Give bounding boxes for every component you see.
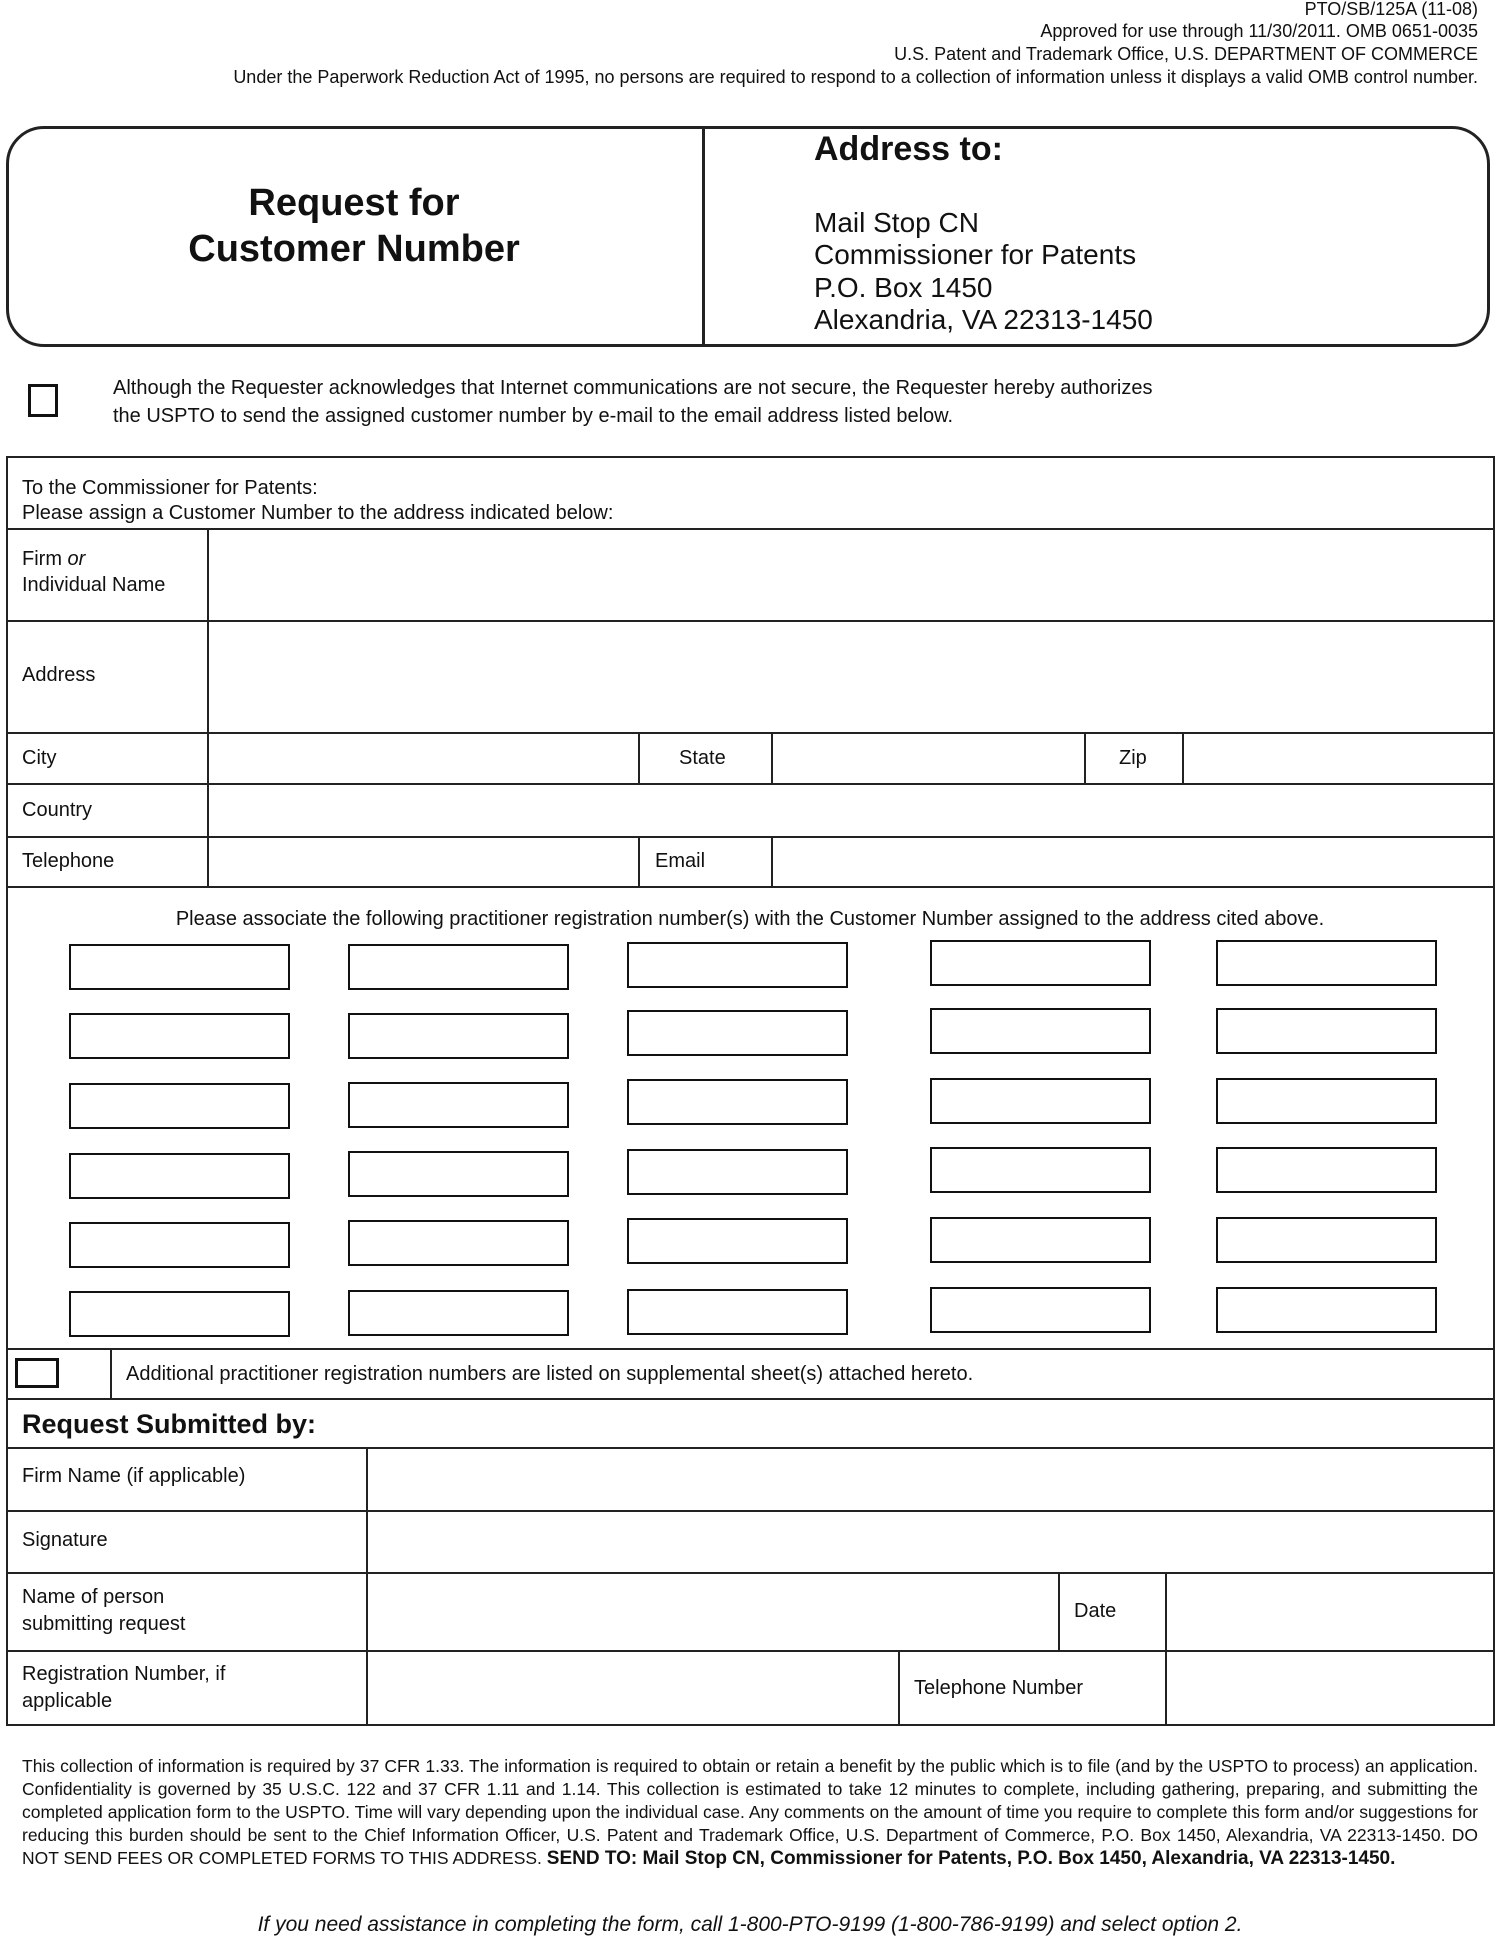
divider: [6, 836, 1495, 838]
submitted-by-heading: Request Submitted by:: [22, 1409, 317, 1439]
registration-number-box[interactable]: [627, 1149, 848, 1195]
registration-number-label: Registration Number, if: [22, 1663, 226, 1685]
title-divider: [702, 126, 705, 347]
email-label: Email: [655, 850, 706, 872]
registration-number-box[interactable]: [930, 1147, 1151, 1193]
registration-number-label-2: applicable: [22, 1690, 113, 1712]
form-title: [6, 180, 702, 272]
divider: [6, 783, 1495, 785]
divider: [638, 836, 640, 886]
divider: [6, 886, 1495, 888]
registration-number-box[interactable]: [69, 1222, 290, 1268]
registration-number-box[interactable]: [930, 940, 1151, 986]
divider: [6, 1650, 1495, 1652]
burden-notice-text: This collection of information is required by 37 CFR 1.33. The information is required to obtain or retain a benefit by the public which is to file (and by the USPTO to process) an application. Confidentiality is governed by 35 U.S.C. 122 and 37 CFR 1.11 and 1.14. This collection is estimated to take 12 minutes to complete, including gathering, preparing, and submitting the completed application form to the USPTO. Time will vary depending upon the individual case. Any comments on the amount of time you require to complete this form and/or suggestions for reducing this burden should be sent to the Chief Information Officer, U.S. Patent and Trademark Office, U.S. Department of Commerce, P.O. Box 1450, Alexandria, VA 22313-1450. DO NOT SEND FEES OR COMPLETED FORMS TO THIS ADDRESS.: [22, 1756, 1478, 1868]
date-input[interactable]: [1169, 1575, 1491, 1649]
country-label: Country: [22, 799, 93, 821]
form-title-line-2: Customer Number: [188, 228, 520, 270]
divider: [6, 620, 1495, 622]
registration-number-box[interactable]: [1216, 940, 1437, 986]
registration-number-box[interactable]: [348, 1220, 569, 1266]
person-name-input[interactable]: [370, 1575, 1056, 1649]
practitioner-instruction: Please associate the following practitioner registration number(s) with the Customer Number assigned to the address cited above.: [175, 908, 1325, 930]
firm-name-label: Firm or: [22, 548, 86, 570]
person-name-label: Name of person: [22, 1586, 165, 1608]
telephone-number-label: Telephone Number: [914, 1677, 1083, 1699]
firm-name-applicable-label: Firm Name (if applicable): [22, 1465, 246, 1487]
omb-approval: Approved for use through 11/30/2011. OMB 0651-0035: [1040, 21, 1478, 41]
telephone-input[interactable]: [211, 839, 636, 885]
registration-number-box[interactable]: [930, 1078, 1151, 1124]
registration-number-box[interactable]: [348, 1151, 569, 1197]
divider: [1182, 732, 1184, 783]
divider: [1165, 1572, 1167, 1726]
assistance-line: If you need assistance in completing the form, call 1-800-PTO-9199 (1-800-786-9199) and select option 2.: [257, 1913, 1243, 1936]
signature-input[interactable]: [370, 1513, 1491, 1571]
commissioner-line: To the Commissioner for Patents:: [22, 477, 318, 499]
paperwork-notice: Under the Paperwork Reduction Act of 1995, no persons are required to respond to a collection of information unless it displays a valid OMB control number.: [233, 67, 1478, 87]
person-name-label-2: submitting request: [22, 1613, 186, 1635]
registration-number-box[interactable]: [627, 1218, 848, 1264]
registration-number-box[interactable]: [348, 944, 569, 990]
registration-number-box[interactable]: [1216, 1217, 1437, 1263]
individual-name-label: Individual Name: [22, 574, 166, 596]
email-input[interactable]: [775, 839, 1491, 885]
registration-number-box[interactable]: [930, 1008, 1151, 1054]
registration-number-input[interactable]: [370, 1653, 896, 1725]
zip-label: Zip: [1119, 747, 1147, 769]
agency-line: U.S. Patent and Trademark Office, U.S. DEPARTMENT OF COMMERCE: [894, 44, 1478, 64]
divider: [207, 528, 209, 886]
registration-number-box[interactable]: [348, 1013, 569, 1059]
divider: [1058, 1572, 1060, 1650]
registration-number-box[interactable]: [627, 942, 848, 988]
registration-number-box[interactable]: [69, 1083, 290, 1129]
registration-number-box[interactable]: [930, 1217, 1151, 1263]
divider: [1084, 732, 1086, 783]
registration-number-box[interactable]: [69, 1291, 290, 1337]
city-input[interactable]: [211, 735, 636, 782]
registration-number-box[interactable]: [1216, 1078, 1437, 1124]
burden-notice: [22, 1755, 1478, 1870]
registration-number-box[interactable]: [1216, 1147, 1437, 1193]
email-authorization-text-1: Although the Requester acknowledges that Internet communications are not secure, the Requester hereby authorizes: [113, 377, 1153, 399]
registration-number-box[interactable]: [69, 1013, 290, 1059]
supplemental-sheets-checkbox[interactable]: [15, 1358, 59, 1388]
submitter-firm-input[interactable]: [370, 1450, 1491, 1509]
registration-number-box[interactable]: [348, 1082, 569, 1128]
city-label: City: [22, 747, 57, 769]
registration-number-box[interactable]: [69, 1153, 290, 1199]
divider: [110, 1348, 112, 1398]
divider: [6, 1447, 1495, 1449]
send-to-line: SEND TO: Mail Stop CN, Commissioner for Patents, P.O. Box 1450, Alexandria, VA 22313-1450.: [546, 1848, 1396, 1869]
country-input[interactable]: [211, 786, 1491, 835]
form-id: PTO/SB/125A (11-08): [1304, 0, 1478, 19]
divider: [638, 732, 640, 783]
divider: [6, 1510, 1495, 1512]
registration-number-box[interactable]: [1216, 1287, 1437, 1333]
address-label: Address: [22, 664, 96, 686]
address-line: Commissioner for Patents: [814, 239, 1137, 270]
address-line: P.O. Box 1450: [814, 272, 993, 303]
firm-name-input[interactable]: [211, 531, 1491, 619]
divider: [6, 1398, 1495, 1400]
divider: [6, 732, 1495, 734]
address-input[interactable]: [211, 623, 1491, 731]
state-input[interactable]: [775, 735, 1082, 782]
telephone-number-input[interactable]: [1169, 1653, 1491, 1725]
form-title-line-1: Request for: [248, 182, 460, 224]
divider: [366, 1447, 368, 1726]
registration-number-box[interactable]: [627, 1079, 848, 1125]
divider: [6, 1348, 1495, 1350]
registration-number-box[interactable]: [627, 1289, 848, 1335]
email-authorization-checkbox[interactable]: [28, 384, 58, 417]
address-line: Alexandria, VA 22313-1450: [814, 304, 1153, 335]
divider: [898, 1650, 900, 1726]
registration-number-box[interactable]: [1216, 1008, 1437, 1054]
zip-input[interactable]: [1186, 735, 1491, 782]
divider: [771, 836, 773, 886]
address-to-label: Address to:: [814, 130, 1003, 168]
supplemental-sheets-text: Additional practitioner registration numbers are listed on supplemental sheet(s) attached hereto.: [126, 1363, 974, 1385]
divider: [6, 528, 1495, 530]
email-authorization-text-2: the USPTO to send the assigned customer number by e-mail to the email address listed below.: [113, 405, 954, 427]
date-label: Date: [1074, 1600, 1117, 1622]
divider: [6, 1572, 1495, 1574]
assign-instruction: Please assign a Customer Number to the address indicated below:: [22, 502, 614, 524]
divider: [771, 732, 773, 783]
telephone-label: Telephone: [22, 850, 115, 872]
address-line: Mail Stop CN: [814, 207, 979, 238]
registration-number-box[interactable]: [348, 1290, 569, 1336]
registration-number-box[interactable]: [69, 944, 290, 990]
signature-label: Signature: [22, 1529, 108, 1551]
registration-number-box[interactable]: [930, 1287, 1151, 1333]
registration-number-box[interactable]: [627, 1010, 848, 1056]
state-label: State: [679, 747, 726, 769]
